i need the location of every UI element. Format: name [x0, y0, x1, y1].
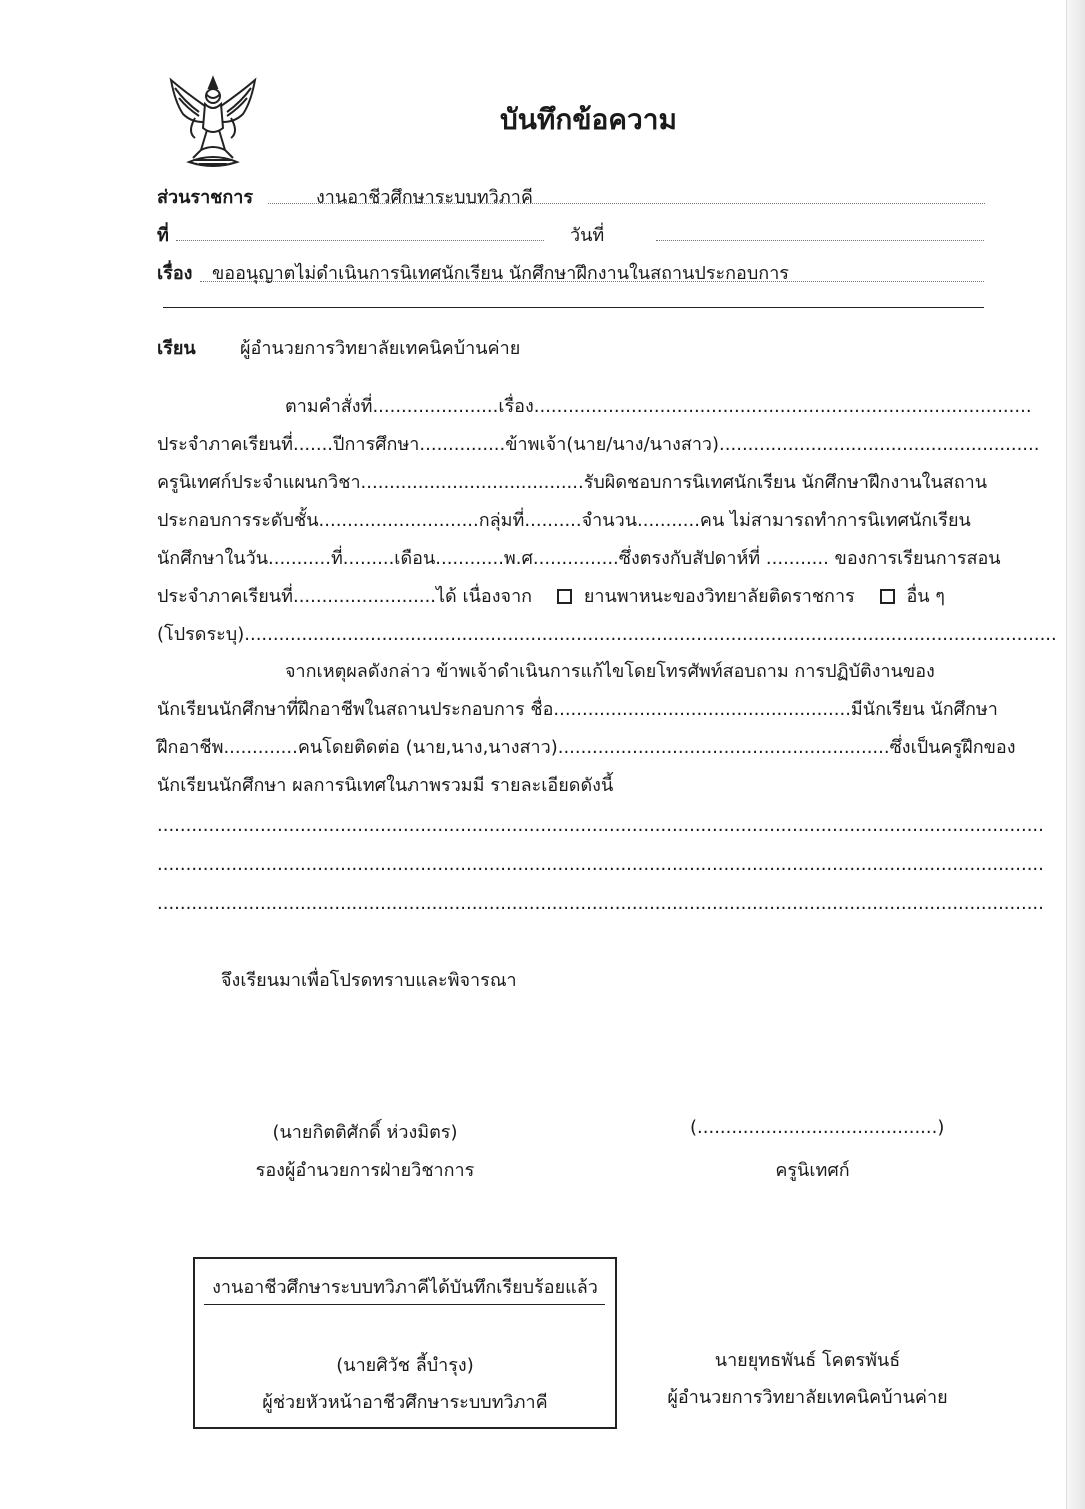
- body-line-6: [157, 581, 945, 610]
- agency-value[interactable]: งานอาชีวศึกษาระบบทวิภาคี: [316, 187, 533, 208]
- record-box-title: ผู้ช่วยหัวหน้าอาชีวศึกษาระบบทวิภาคี: [262, 1392, 548, 1413]
- option-vehicle[interactable]: [557, 581, 854, 610]
- closing-text: จึงเรียนมาเพื่อโปรดทราบและพิจารณา: [221, 970, 517, 991]
- option-other[interactable]: [880, 581, 945, 610]
- body-line-7: (โปรดระบุ)..............................................................................................................................................: [157, 624, 1057, 645]
- record-box-divider: [204, 1304, 605, 1305]
- memo-title: บันทึกข้อความ: [500, 103, 677, 136]
- vehicle-checkbox[interactable]: [557, 589, 572, 604]
- subject-value[interactable]: ขออนุญาตไม่ดำเนินการนิเทศนักเรียน นักศึกษาฝึกงานในสถานประกอบการ: [212, 263, 789, 284]
- detail-blank-line-3[interactable]: ...........................................................................................................................................................: [157, 893, 1044, 914]
- ref-line[interactable]: [176, 240, 544, 241]
- body-line-2: ประจำภาคเรียนที่.......ปีการศึกษา...............ข้าพเจ้า(นาย/นาง/นางสาว)........................................................: [157, 434, 1040, 455]
- body-line-8: จากเหตุผลดังกล่าว ข้าพเจ้าดำเนินการแก้ไขโดยโทรศัพท์สอบถาม การปฏิบัติงานของ: [285, 661, 935, 682]
- detail-blank-line-2[interactable]: ...........................................................................................................................................................: [157, 854, 1044, 875]
- director-title: ผู้อำนวยการวิทยาลัยเทคนิคบ้านค่าย: [667, 1387, 948, 1408]
- left-signer-title: รองผู้อำนวยการฝ่ายวิชาการ: [255, 1160, 475, 1181]
- record-box-heading: งานอาชีวศึกษาระบบทวิภาคีได้บันทึกเรียบร้อยแล้ว: [212, 1277, 598, 1298]
- agency-label: ส่วนราชการ: [157, 187, 254, 208]
- ref-label: ที่: [157, 225, 169, 246]
- body-line-3: ครูนิเทศก์ประจำแผนกวิชา.......................................รับผิดชอบการนิเทศนักเรียน นักศึกษาฝึกงานในสถาน: [157, 472, 988, 493]
- garuda-emblem: [165, 72, 261, 172]
- detail-blank-line-1[interactable]: ...........................................................................................................................................................: [157, 815, 1044, 836]
- body-line-1: ตามคำสั่งที่......................เรื่อง.......................................................................................: [285, 396, 1032, 417]
- option-vehicle-label: ยานพาหนะของวิทยาลัยติดราชการ: [583, 586, 855, 607]
- record-box-name: (นายศิวัช ลี้บำรุง): [336, 1355, 474, 1376]
- other-checkbox[interactable]: [880, 589, 895, 604]
- director-name: นายยุทธพันธ์ โคตรพันธ์: [714, 1350, 901, 1371]
- to-value: ผู้อำนวยการวิทยาลัยเทคนิคบ้านค่าย: [240, 338, 521, 359]
- left-signer-name: (นายกิตติศักดิ์ ห่วงมิตร): [272, 1122, 458, 1143]
- body-line-11: นักเรียนนักศึกษา ผลการนิเทศในภาพรวมมี รายละเอียดดังนี้: [157, 775, 614, 796]
- date-line[interactable]: [656, 240, 984, 241]
- header-divider: [163, 307, 984, 308]
- page-edge: [1066, 0, 1085, 1509]
- body-line-10: ฝึกอาชีพ.............คนโดยติดต่อ (นาย,นาง,นางสาว)..........................................................ซึ่งเป็นครูฝึกของ: [157, 737, 1016, 758]
- option-other-label: อื่น ๆ: [906, 586, 945, 607]
- body-line-9: นักเรียนนักศึกษาที่ฝึกอาชีพในสถานประกอบการ ชื่อ....................................................มีนักเรียน นักศึกษา: [157, 699, 998, 720]
- body-line-4: ประกอบการระดับชั้น............................กลุ่มที่..........จำนวน...........คน ไม่สามารถทำการนิเทศนักเรียน: [157, 510, 971, 531]
- body-line-5: นักศึกษาในวัน...........ที่.........เดือน............พ.ศ...............ซึ่งตรงกับสัปดาห์ที่ ........... ของการเรียนการสอน: [157, 548, 1001, 569]
- body-line-6-text: ประจำภาคเรียนที่.........................ได้ เนื่องจาก: [157, 586, 533, 607]
- date-label: วันที่: [570, 225, 605, 246]
- subject-label: เรื่อง: [157, 263, 193, 284]
- to-label: เรียน: [157, 338, 196, 359]
- right-signer-title: ครูนิเทศก์: [775, 1160, 850, 1181]
- right-signer-name[interactable]: (..........................................): [690, 1117, 945, 1138]
